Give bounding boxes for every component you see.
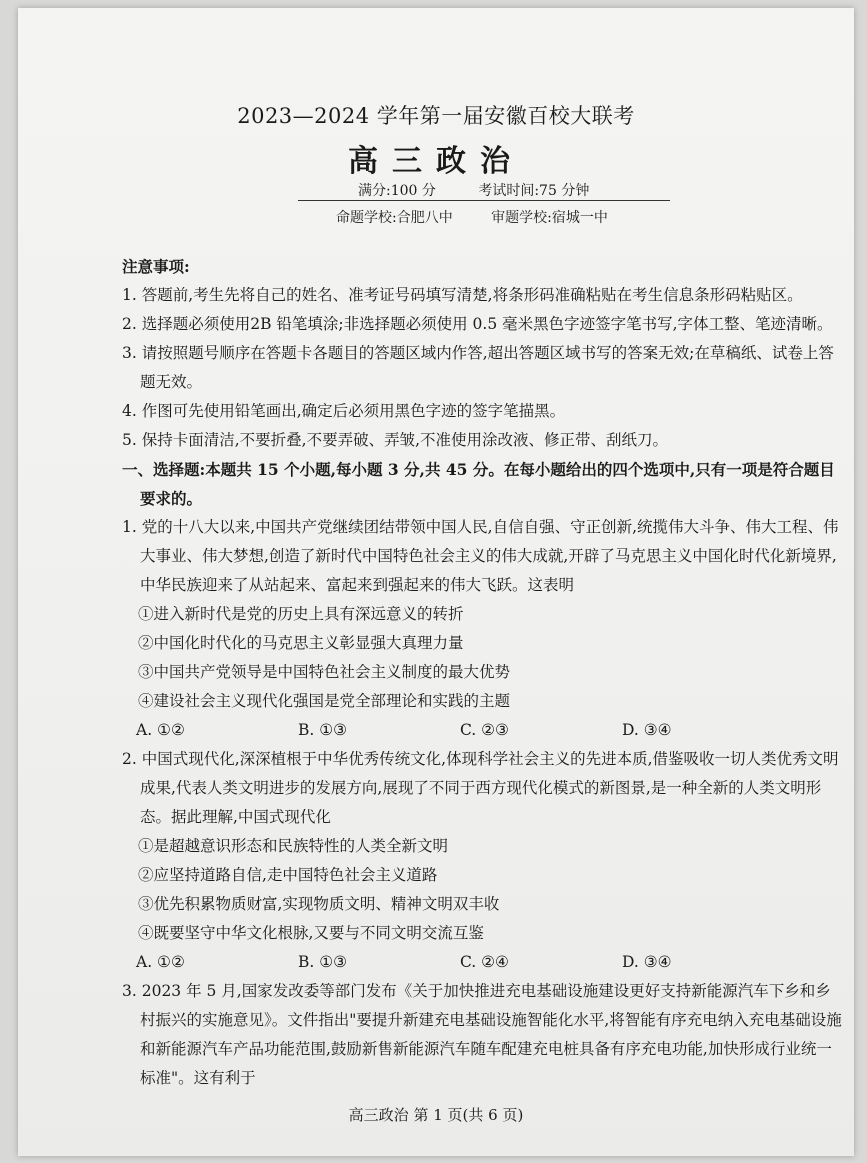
question-stem: 1. 党的十八大以来,中国共产党继续团结带领中国人民,自信自强、守正创新,统揽伟大斗争、伟大工程、伟大事业、伟大梦想,创造了新时代中国特色社会主义的伟大成就,开辟了马克思主义中国化时代化新境界,中华民族迎来了从站起来、富起来到强起来的伟大飞跃。这表明 (122, 518, 839, 594)
exam-paper (18, 8, 854, 1156)
note-item: 3. 请按照题号顺序在答题卡各题目的答题区域内作答,超出答题区域书写的答案无效;在草稿纸、试卷上答题无效。 (122, 344, 834, 391)
full-score: 满分:100 分 (358, 183, 436, 199)
statement: ①进入新时代是党的历史上具有深远意义的转折 (138, 605, 464, 623)
exam-time: 考试时间:75 分钟 (478, 183, 590, 199)
option-a: A. ①② (136, 953, 185, 971)
notes-title: 注意事项: (122, 257, 190, 276)
question-stem: 2. 中国式现代化,深深植根于中华优秀传统文化,体现科学社会主义的先进本质,借鉴吸收一切人类优秀文明成果,代表人类文明进步的发展方向,展现了不同于西方现代化模式的新图景,是一种全新的人类文明形态。据此理解,中国式现代化 (122, 750, 839, 826)
note-item: 2. 选择题必须使用2B 铅笔填涂;非选择题必须使用 0.5 毫米黑色字迹签字笔书写,字体工整、笔迹清晰。 (122, 315, 833, 333)
option-b: B. ①③ (298, 953, 348, 971)
statement: ③中国共产党领导是中国特色社会主义制度的最大优势 (138, 663, 511, 681)
exam-body (122, 252, 842, 1093)
note-item: 4. 作图可先使用铅笔画出,确定后必须用黑色字迹的签字笔描黑。 (122, 402, 566, 420)
exam-name: 2023—2024 学年第一届安徽百校大联考 (237, 104, 635, 128)
statement: ②中国化时代化的马克思主义彰显强大真理力量 (138, 634, 464, 652)
page-footer: 高三政治 第 1 页(共 6 页) (348, 1106, 524, 1124)
note-item: 5. 保持卡面清洁,不要折叠,不要弄破、弄皱,不准使用涂改液、修正带、刮纸刀。 (122, 431, 668, 449)
option-b: B. ①③ (298, 721, 348, 739)
answer-options (122, 716, 842, 745)
reviewer-school: 审题学校:宿城一中 (491, 210, 608, 226)
header-divider (298, 200, 670, 201)
answer-options (122, 948, 842, 977)
subject-title: 高三政治 (348, 144, 524, 179)
option-a: A. ①② (136, 721, 185, 739)
statement: ③优先积累物质财富,实现物质文明、精神文明双丰收 (138, 895, 500, 913)
statement: ②应坚持道路自信,走中国特色社会主义道路 (138, 866, 438, 884)
note-item: 1. 答题前,考生先将自己的姓名、准考证号码填写清楚,将条形码准确粘贴在考生信息条形码粘贴区。 (122, 286, 803, 304)
statement: ①是超越意识形态和民族特性的人类全新文明 (138, 837, 449, 855)
option-c: C. ②③ (460, 721, 509, 739)
statement: ④既要坚守中华文化根脉,又要与不同文明交流互鉴 (138, 924, 484, 942)
setter-school: 命题学校:合肥八中 (336, 210, 453, 226)
statement: ④建设社会主义现代化强国是党全部理论和实践的主题 (138, 692, 511, 710)
option-c: C. ②④ (460, 953, 509, 971)
question-stem: 3. 2023 年 5 月,国家发改委等部门发布《关于加快推进充电基础设施建设更好支持新能源汽车下乡和乡村振兴的实施意见》。文件指出"要提升新建充电基础设施智能化水平,将智能有序充电纳入充电基础设施和新能源汽车产品功能范围,鼓励新售新能源汽车随车配建充电桩具备有序充电功能,加快形成行业统一标准"。这有利于 (122, 982, 842, 1087)
option-d: D. ③④ (622, 953, 672, 971)
exam-info (358, 180, 627, 200)
section-heading: 一、选择题:本题共 15 个小题,每小题 3 分,共 45 分。在每小题给出的四个选项中,只有一项是符合题目要求的。 (122, 460, 835, 508)
option-d: D. ③④ (622, 721, 672, 739)
exam-schools (336, 207, 642, 227)
